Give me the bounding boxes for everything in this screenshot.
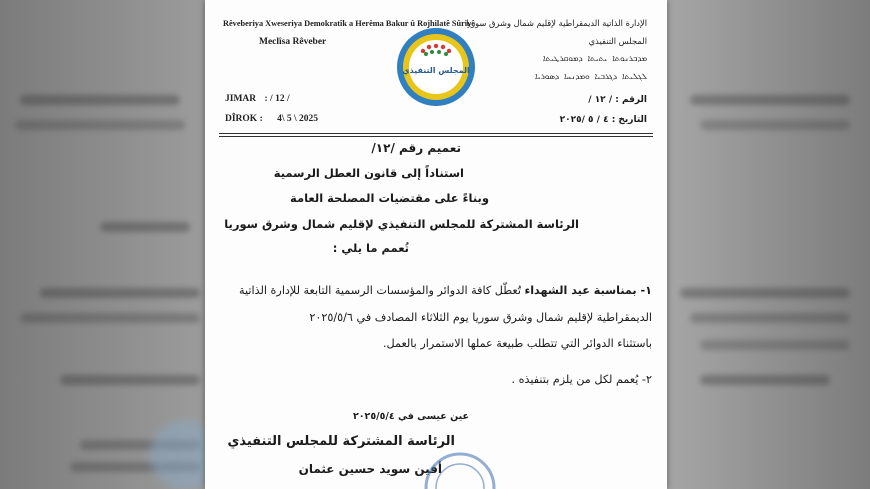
backdrop-line (690, 313, 850, 323)
public-interest-line: وبناءً على مقتضيات المصلحة العامة (290, 191, 489, 205)
dirok-label: DÎROK : (225, 114, 263, 124)
backdrop-line (15, 120, 185, 130)
dirok-value: 4\ 5 \ 2025 (277, 114, 319, 124)
arabic-council-name: المجلس التنفيذي (588, 36, 647, 46)
syriac-org-line-2: ܠܓܠܝܬܐ ܕܓܪܒܝܐ ܘܡܕܢܚܐ ܕܣܘܪܝܐ (534, 71, 647, 81)
kurdish-org-name: Rêveberiya Xweseriya Demokratîk a Herêma Bakur û Rojhilatê Sûriyê (223, 19, 475, 28)
circular-title: تعميم رقم /١٢/ (371, 141, 461, 155)
legal-basis-line: استناداً إلى قانون العطل الرسمية (273, 166, 464, 180)
item-1-heading: ١- بمناسبة عيد الشهداء (524, 284, 652, 297)
document-sheet (205, 0, 667, 489)
signature-title: الرئاسة المشتركة للمجلس التنفيذي (227, 434, 455, 449)
backdrop-line (40, 288, 200, 298)
header-divider (219, 133, 653, 134)
backdrop-line (20, 95, 180, 105)
backdrop-line (680, 288, 850, 298)
arabic-number-field: الرقم : / ١٢ / (588, 95, 647, 105)
arabic-date-field: التاريخ : ٤ / ٥ /٢٠٢٥ (559, 115, 647, 125)
backdrop-line (700, 375, 830, 385)
kurdish-number-field (225, 94, 290, 104)
item-1-text: تُعطّل كافة الدوائر والمؤسسات الرسمية التابعة للإدارة الذاتية (239, 284, 525, 297)
signature-names: أفين سويد حسين عثمان (298, 462, 442, 476)
announcement-line: تُعمم ما يلي : (332, 241, 409, 255)
logo-text: المجلس التنفيذي (402, 66, 470, 75)
backdrop-line (20, 313, 200, 323)
arabic-org-name: الإدارة الذاتية الديمقراطية لإقليم شمال وشرق سوريا (466, 18, 647, 28)
kurdish-council-name: Meclîsa Rêveber (259, 37, 327, 47)
header-divider (219, 136, 653, 137)
backdrop-line (700, 340, 850, 350)
backdrop-line (60, 375, 200, 385)
syriac-org-line-1: ܡܕܒܪܢܘܬܐ ܝܬܝܬܐ ܕܡܘܩܪܛܝܬܐ (542, 53, 647, 63)
stamp-image (420, 448, 500, 489)
jimar-value: : / 12 / (264, 94, 290, 104)
backdrop-line (690, 95, 850, 105)
kurdish-date-field (225, 114, 318, 124)
council-logo (395, 26, 477, 108)
jimar-label: JIMAR (225, 94, 257, 104)
item-1-line-3: باستثناء الدوائر التي تتطلب طبيعة عملها الاستمرار بالعمل. (382, 337, 652, 350)
item-1-line-1 (239, 284, 652, 297)
item-1-line-2: الديمقراطية لإقليم شمال وشرق سوريا يوم الثلاثاء المصادف في ٢٠٢٥/٥/٦ (309, 311, 652, 324)
item-2: ٢- يُعمم لكل من يلزم بتنفيذه . (511, 373, 652, 386)
presidency-line: الرئاسة المشتركة للمجلس التنفيذي لإقليم شمال وشرق سوريا (224, 217, 579, 231)
backdrop-line (700, 120, 850, 130)
backdrop-line (100, 222, 190, 232)
place-date: عين عيسى في ٢٠٢٥/٥/٤ (352, 411, 469, 422)
